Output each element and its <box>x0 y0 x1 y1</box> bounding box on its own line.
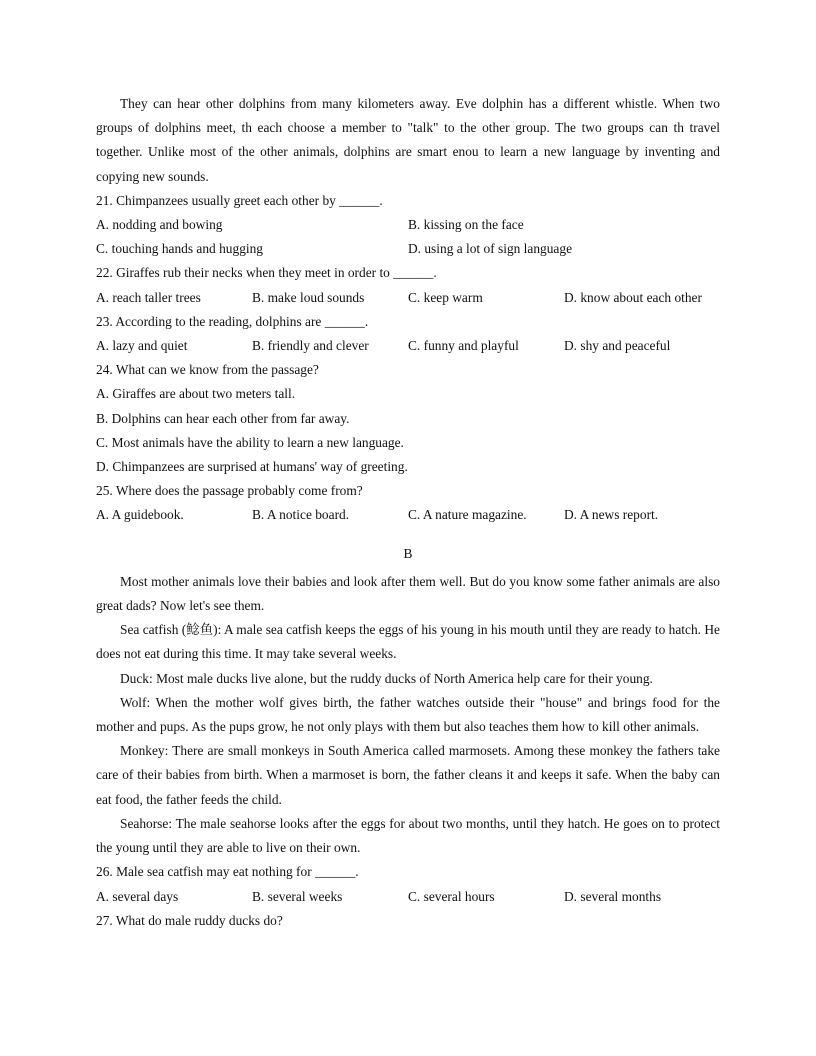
question-24-stem: 24. What can we know from the passage? <box>96 362 319 378</box>
passage-b-wolf: Wolf: When the mother wolf gives birth, the father watches outside their "house" and brings food for the mother and pups. As the pups grow, he not only plays with them but also teaches them how to kill other animals. <box>96 694 720 735</box>
question-23-option-b: B. friendly and clever <box>252 338 369 354</box>
question-21-options-row-2 <box>96 237 720 261</box>
question-24-option-d: D. Chimpanzees are surprised at humans' way of greeting. <box>96 459 408 475</box>
question-25-options <box>96 503 720 527</box>
question-22-option-c: C. keep warm <box>408 289 483 305</box>
question-22-option-a: A. reach taller trees <box>96 289 201 305</box>
question-25-option-d: D. A news report. <box>564 507 659 523</box>
question-26-option-b: B. several weeks <box>252 888 343 904</box>
question-25-option-b: B. A notice board. <box>252 507 350 523</box>
passage-a-ending: They can hear other dolphins from many kilometers away. Eve dolphin has a different whistle. When two groups of dolphins meet, th each choose a member to "talk" to the other group. The two groups can th travel together. Unlike most of the other animals, dolphins are smart enou to learn a new language by inventing and copying new sounds. <box>96 96 720 184</box>
question-21-option-b: B. kissing on the face <box>408 217 524 233</box>
question-24-option-a: A. Giraffes are about two meters tall. <box>96 386 296 402</box>
question-21-stem: 21. Chimpanzees usually greet each other by ______. <box>96 192 383 208</box>
question-24-option-b: B. Dolphins can hear each other from far away. <box>96 410 350 426</box>
question-26-option-c: C. several hours <box>408 888 495 904</box>
section-b-heading: B <box>403 545 413 561</box>
question-26-option-a: A. several days <box>96 888 179 904</box>
question-22-option-b: B. make loud sounds <box>252 289 365 305</box>
question-24-option-c: C. Most animals have the ability to learn a new language. <box>96 434 404 450</box>
question-23-option-a: A. lazy and quiet <box>96 338 188 354</box>
question-25-option-a: A. A guidebook. <box>96 507 184 523</box>
question-21-option-c: C. touching hands and hugging <box>96 241 263 257</box>
passage-b-monkey: Monkey: There are small monkeys in South America called marmosets. Among these monkey the fathers take care of their babies from birth. When a marmoset is born, the father cleans it and keeps it safe. When the baby can eat food, the father feeds the child. <box>96 743 720 807</box>
document-page <box>96 92 720 933</box>
question-23-option-c: C. funny and playful <box>408 338 519 354</box>
passage-b-seahorse: Seahorse: The male seahorse looks after the eggs for about two months, until they hatch. He goes on to protect the young until they are able to live on their own. <box>96 815 720 856</box>
question-23-options <box>96 334 720 358</box>
question-22-stem: 22. Giraffes rub their necks when they meet in order to ______. <box>96 265 437 281</box>
question-25-stem: 25. Where does the passage probably come from? <box>96 483 363 499</box>
passage-b-sea-catfish: Sea catfish (鲶鱼): A male sea catfish keeps the eggs of his young in his mouth until they are ready to hatch. He does not eat during this time. It may take several weeks. <box>96 622 720 662</box>
passage-b-duck: Duck: Most male ducks live alone, but the ruddy ducks of North America help care for their young. <box>120 670 653 686</box>
question-21-option-a: A. nodding and bowing <box>96 217 223 233</box>
question-21-options-row-1 <box>96 213 720 237</box>
question-21-option-d: D. using a lot of sign language <box>408 241 573 257</box>
question-23-stem: 23. According to the reading, dolphins are ______. <box>96 313 369 329</box>
question-22-options <box>96 286 720 310</box>
question-25-option-c: C. A nature magazine. <box>408 507 527 523</box>
question-26-options <box>96 885 720 909</box>
question-27-stem: 27. What do male ruddy ducks do? <box>96 912 283 928</box>
passage-b-intro: Most mother animals love their babies and look after them well. But do you know some father animals are also great dads? Now let's see them. <box>96 573 720 614</box>
question-22-option-d: D. know about each other <box>564 289 702 305</box>
question-23-option-d: D. shy and peaceful <box>564 338 671 354</box>
question-26-stem: 26. Male sea catfish may eat nothing for ______. <box>96 864 359 880</box>
section-spacer <box>96 528 720 542</box>
question-26-option-d: D. several months <box>564 888 662 904</box>
